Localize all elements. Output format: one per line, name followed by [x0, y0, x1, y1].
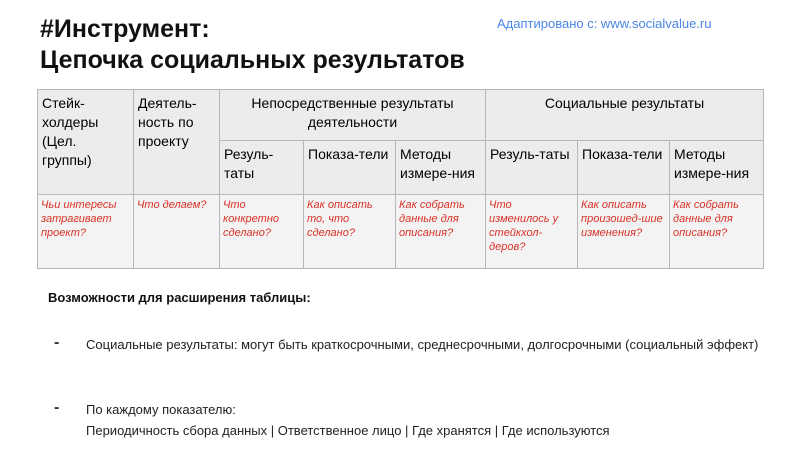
header-stakeholders: Стейк-холдеры (Цел. группы) [38, 90, 134, 195]
subheader-social-indicators: Показа-тели [578, 141, 670, 195]
question-cell: Что делаем? [134, 195, 220, 269]
bullet-item-indicators-line-1: По каждому показателю: [86, 402, 236, 417]
results-chain-table [37, 89, 764, 269]
subheader-social-results: Резуль-таты [486, 141, 578, 195]
subheader-direct-indicators: Показа-тели [304, 141, 396, 195]
bullet-item-indicators-line-2: Периодичность сбора данных | Ответственное лицо | Где хранятся | Где используются [86, 423, 610, 438]
bullet-marker: - [54, 334, 60, 351]
extension-heading: Возможности для расширения таблицы: [48, 290, 311, 305]
question-cell: Как собрать данные для описания? [670, 195, 764, 269]
question-cell: Как описать то, что сделано? [304, 195, 396, 269]
question-cell: Как собрать данные для описания? [396, 195, 486, 269]
slide-title [40, 14, 465, 76]
table-header-row [38, 90, 764, 141]
subheader-social-methods: Методы измере-ния [670, 141, 764, 195]
bullet-item-social-results: Социальные результаты: могут быть краткосрочными, среднесрочными, долгосрочными (социальный эффект) [86, 337, 759, 352]
question-cell: Как описать произошед-шие изменения? [578, 195, 670, 269]
question-cell: Что изменилось у стейкхол-деров? [486, 195, 578, 269]
header-social-results: Социальные результаты [486, 90, 764, 141]
question-cell: Что конкретно сделано? [220, 195, 304, 269]
table-row [38, 195, 764, 269]
subheader-direct-methods: Методы измере-ния [396, 141, 486, 195]
source-credit: Адаптировано с: www.socialvalue.ru [497, 16, 712, 31]
header-direct-results: Непосредственные результаты деятельности [220, 90, 486, 141]
title-line-2: Цепочка социальных результатов [40, 46, 465, 74]
question-cell: Чьи интересы затрагивает проект? [38, 195, 134, 269]
title-line-1: #Инструмент: [40, 15, 210, 43]
bullet-item-indicators [86, 399, 776, 441]
bullet-marker: - [54, 399, 60, 416]
header-activity: Деятель-ность по проекту [134, 90, 220, 195]
subheader-direct-results: Резуль-таты [220, 141, 304, 195]
